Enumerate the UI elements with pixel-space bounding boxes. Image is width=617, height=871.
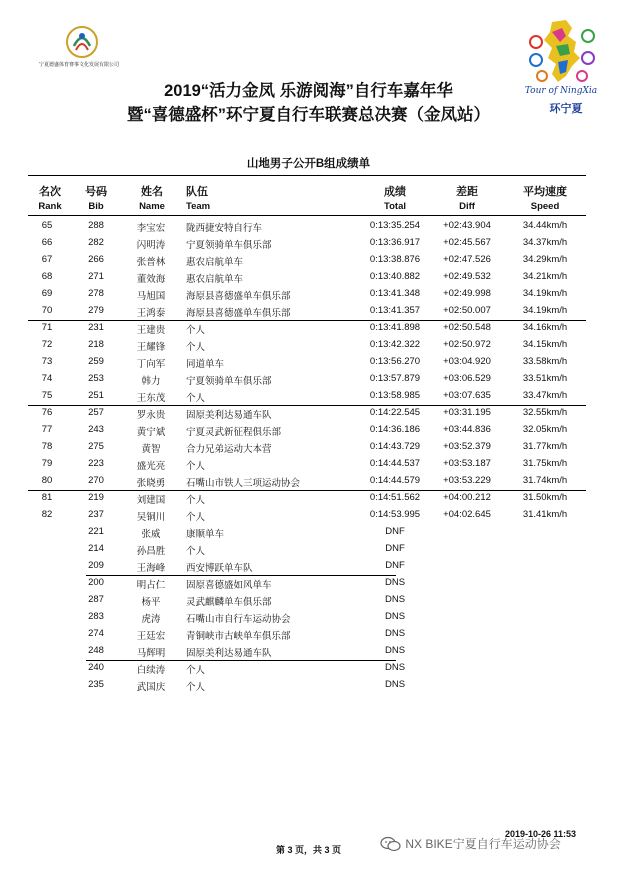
cell-rank: 71 bbox=[41, 322, 53, 333]
table-row bbox=[0, 373, 617, 390]
cell-team: 同道单车 bbox=[186, 359, 225, 370]
cell-team: 宁夏领骑单车俱乐部 bbox=[186, 376, 272, 387]
wechat-icon bbox=[380, 836, 402, 852]
cell-name: 王耀锋 bbox=[136, 342, 166, 353]
cell-name: 白续涛 bbox=[136, 665, 166, 676]
header-total-cn: 成绩 bbox=[384, 186, 406, 198]
cell-name: 罗永贵 bbox=[136, 410, 166, 421]
cell-diff: +03:04.920 bbox=[443, 356, 491, 367]
cell-speed: 34.21km/h bbox=[522, 271, 568, 282]
cell-name: 王廷宏 bbox=[136, 631, 166, 642]
cell-total: 0:13:41.357 bbox=[369, 305, 421, 316]
cell-speed: 31.50km/h bbox=[522, 492, 568, 503]
cell-rank: 77 bbox=[41, 424, 53, 435]
cell-name: 王建贵 bbox=[136, 325, 166, 336]
table-row bbox=[0, 220, 617, 237]
cell-diff: +02:47.526 bbox=[443, 254, 491, 265]
cell-bib: 271 bbox=[88, 271, 104, 282]
divider-header bbox=[28, 215, 586, 216]
cell-speed: 34.16km/h bbox=[522, 322, 568, 333]
cell-team: 灵武麒麟单车俱乐部 bbox=[186, 597, 272, 608]
cell-bib: 287 bbox=[88, 594, 104, 605]
table-row bbox=[0, 339, 617, 356]
cell-name: 马旭国 bbox=[136, 291, 166, 302]
table-row bbox=[0, 322, 617, 339]
cell-rank: 82 bbox=[41, 509, 53, 520]
cell-diff: +02:45.567 bbox=[443, 237, 491, 248]
cell-diff: +04:00.212 bbox=[443, 492, 491, 503]
cell-speed: 31.74km/h bbox=[522, 475, 568, 486]
cell-team: 个人 bbox=[186, 546, 206, 557]
cell-team: 康顺单车 bbox=[186, 529, 225, 540]
cell-bib: 223 bbox=[88, 458, 104, 469]
cell-name: 王鸿泰 bbox=[136, 308, 166, 319]
cell-name: 吴铜川 bbox=[136, 512, 166, 523]
cell-bib: 248 bbox=[88, 645, 104, 656]
cell-diff: +02:50.972 bbox=[443, 339, 491, 350]
cell-team: 宁夏灵武新征程俱乐部 bbox=[186, 427, 282, 438]
cell-bib: 279 bbox=[88, 305, 104, 316]
cell-bib: 266 bbox=[88, 254, 104, 265]
table-row bbox=[0, 594, 617, 611]
cell-name: 闪明涛 bbox=[136, 240, 166, 251]
cell-speed: 33.47km/h bbox=[522, 390, 568, 401]
cell-team: 海原县喜德盛单车俱乐部 bbox=[186, 308, 291, 319]
cell-name: 孙昌胜 bbox=[136, 546, 166, 557]
cell-team: 固原美利达易通车队 bbox=[186, 410, 272, 421]
table-row bbox=[0, 237, 617, 254]
print-timestamp: 2019-10-26 11:53 bbox=[505, 829, 577, 839]
cell-diff: +04:02.645 bbox=[443, 509, 491, 520]
cell-speed: 32.55km/h bbox=[522, 407, 568, 418]
table-row bbox=[0, 492, 617, 509]
cell-team: 惠农启航单车 bbox=[186, 257, 244, 268]
cell-bib: 278 bbox=[88, 288, 104, 299]
cell-diff: +03:31.195 bbox=[443, 407, 491, 418]
cell-total: 0:13:56.270 bbox=[369, 356, 421, 367]
cell-total: 0:13:40.882 bbox=[369, 271, 421, 282]
page-number: 第 3 页，共 3 页 bbox=[275, 845, 341, 855]
divider-top bbox=[28, 175, 586, 176]
cell-team: 个人 bbox=[186, 682, 206, 693]
table-row bbox=[0, 475, 617, 492]
header-rank-cn: 名次 bbox=[39, 186, 61, 198]
cell-bib: 231 bbox=[88, 322, 104, 333]
cell-team: 海原县喜德盛单车俱乐部 bbox=[186, 291, 291, 302]
table-row bbox=[0, 441, 617, 458]
cell-speed: 31.75km/h bbox=[522, 458, 568, 469]
cell-team: 个人 bbox=[186, 512, 206, 523]
tour-logo-text: Tour of NingXia bbox=[524, 86, 598, 96]
cell-total: 0:14:44.579 bbox=[369, 475, 421, 486]
cell-team: 个人 bbox=[186, 393, 206, 404]
table-row bbox=[0, 628, 617, 645]
cell-bib: 270 bbox=[88, 475, 104, 486]
table-row bbox=[0, 560, 617, 577]
table-row bbox=[0, 407, 617, 424]
cell-name: 王海峰 bbox=[136, 563, 166, 574]
cell-team: 石嘴山市铁人三项运动协会 bbox=[186, 478, 301, 489]
cell-bib: 235 bbox=[88, 679, 104, 690]
cell-name: 王东茂 bbox=[136, 393, 166, 404]
cell-total: 0:13:41.898 bbox=[369, 322, 421, 333]
cell-team: 固原美利达易通车队 bbox=[186, 648, 272, 659]
cell-speed: 34.44km/h bbox=[522, 220, 568, 231]
cell-total: 0:14:43.729 bbox=[369, 441, 421, 452]
cell-bib: 253 bbox=[88, 373, 104, 384]
cell-speed: 34.19km/h bbox=[522, 305, 568, 316]
header-name-cn: 姓名 bbox=[141, 186, 163, 198]
cell-name: 丁向军 bbox=[136, 359, 166, 370]
cell-diff: +03:44.836 bbox=[443, 424, 491, 435]
cell-bib: 282 bbox=[88, 237, 104, 248]
watermark bbox=[380, 835, 610, 853]
cell-speed: 31.41km/h bbox=[522, 509, 568, 520]
cell-team: 个人 bbox=[186, 461, 206, 472]
cell-diff: +02:49.998 bbox=[443, 288, 491, 299]
cell-team: 惠农启航单车 bbox=[186, 274, 244, 285]
cell-name: 盛光亮 bbox=[136, 461, 166, 472]
tour-logo-cn: 环宁夏 bbox=[549, 103, 583, 115]
cell-team: 个人 bbox=[186, 665, 206, 676]
cell-bib: 214 bbox=[88, 543, 104, 554]
table-row bbox=[0, 254, 617, 271]
cell-total: 0:13:42.322 bbox=[369, 339, 421, 350]
cell-bib: 259 bbox=[88, 356, 104, 367]
cell-total: DNS bbox=[384, 611, 406, 622]
organizer-name: 宁夏德盛体育赛事文化发展有限公司 bbox=[38, 62, 119, 68]
header-speed-cn: 平均速度 bbox=[523, 186, 567, 198]
table-row bbox=[0, 526, 617, 543]
cell-total: 0:13:36.917 bbox=[369, 237, 421, 248]
cell-team: 个人 bbox=[186, 342, 206, 353]
table-row bbox=[0, 679, 617, 696]
cell-name: 虎涛 bbox=[141, 614, 161, 625]
cell-diff: +03:52.379 bbox=[443, 441, 491, 452]
header-speed-en: Speed bbox=[530, 201, 560, 212]
header-bib-en: Bib bbox=[88, 201, 104, 212]
header-diff-cn: 差距 bbox=[456, 186, 478, 198]
cell-rank: 67 bbox=[41, 254, 53, 265]
table-row bbox=[0, 458, 617, 475]
cell-diff: +03:53.229 bbox=[443, 475, 491, 486]
cell-bib: 283 bbox=[88, 611, 104, 622]
cell-name: 张晓勇 bbox=[136, 478, 166, 489]
cell-bib: 221 bbox=[88, 526, 104, 537]
cell-diff: +02:50.548 bbox=[443, 322, 491, 333]
watermark-text: NX BIKE宁夏自行车运动协会 bbox=[405, 837, 561, 851]
cell-bib: 219 bbox=[88, 492, 104, 503]
cell-total: DNF bbox=[385, 526, 405, 537]
cell-rank: 79 bbox=[41, 458, 53, 469]
cell-rank: 78 bbox=[41, 441, 53, 452]
cell-speed: 31.77km/h bbox=[522, 441, 568, 452]
cell-total: DNS bbox=[384, 679, 406, 690]
cell-name: 董效海 bbox=[136, 274, 166, 285]
table-row bbox=[0, 543, 617, 560]
table-row bbox=[0, 271, 617, 288]
header-name-en: Name bbox=[139, 201, 165, 212]
cell-total: DNS bbox=[384, 662, 406, 673]
cell-name: 武国庆 bbox=[136, 682, 166, 693]
cell-rank: 70 bbox=[41, 305, 53, 316]
organizer-logo bbox=[34, 24, 124, 74]
cell-name: 张威 bbox=[141, 529, 161, 540]
cell-total: DNS bbox=[384, 628, 406, 639]
cell-total: DNS bbox=[384, 645, 406, 656]
header-bib-cn: 号码 bbox=[85, 186, 107, 198]
table-row bbox=[0, 662, 617, 679]
cell-speed: 34.29km/h bbox=[522, 254, 568, 265]
header-team-cn: 队伍 bbox=[186, 186, 208, 198]
event-title-line2: 暨“喜德盛杯”环宁夏自行车联赛总决赛（金凤站） bbox=[127, 106, 490, 124]
cell-bib: 240 bbox=[88, 662, 104, 673]
cell-name: 李宝宏 bbox=[136, 223, 166, 234]
cell-name: 张普林 bbox=[136, 257, 166, 268]
cell-bib: 275 bbox=[88, 441, 104, 452]
cell-rank: 74 bbox=[41, 373, 53, 384]
cell-bib: 251 bbox=[88, 390, 104, 401]
table-row bbox=[0, 611, 617, 628]
cell-bib: 209 bbox=[88, 560, 104, 571]
table-row bbox=[0, 288, 617, 305]
cell-total: DNF bbox=[385, 560, 405, 571]
cell-team: 宁夏领骑单车俱乐部 bbox=[186, 240, 272, 251]
table-row bbox=[0, 577, 617, 594]
cell-rank: 72 bbox=[41, 339, 53, 350]
header-rank-en: Rank bbox=[38, 201, 62, 212]
cell-total: DNF bbox=[385, 543, 405, 554]
table-row bbox=[0, 509, 617, 526]
cell-total: 0:14:36.186 bbox=[369, 424, 421, 435]
cell-rank: 69 bbox=[41, 288, 53, 299]
cell-bib: 218 bbox=[88, 339, 104, 350]
header-total-en: Total bbox=[384, 201, 406, 212]
cell-rank: 68 bbox=[41, 271, 53, 282]
header-diff-en: Diff bbox=[459, 201, 475, 212]
cell-team: 个人 bbox=[186, 495, 206, 506]
cell-rank: 76 bbox=[41, 407, 53, 418]
cell-total: 0:13:57.879 bbox=[369, 373, 421, 384]
cell-diff: +02:43.904 bbox=[443, 220, 491, 231]
cell-speed: 34.37km/h bbox=[522, 237, 568, 248]
cell-rank: 75 bbox=[41, 390, 53, 401]
cell-total: DNS bbox=[384, 594, 406, 605]
cell-diff: +02:50.007 bbox=[443, 305, 491, 316]
cell-speed: 34.19km/h bbox=[522, 288, 568, 299]
cell-total: 0:13:35.254 bbox=[369, 220, 421, 231]
cell-rank: 73 bbox=[41, 356, 53, 367]
cell-rank: 81 bbox=[41, 492, 53, 503]
cell-team: 青铜峡市古峡单车俱乐部 bbox=[186, 631, 291, 642]
cell-name: 马辉明 bbox=[136, 648, 166, 659]
cell-bib: 237 bbox=[88, 509, 104, 520]
organizer-emblem-icon bbox=[64, 24, 100, 60]
cell-diff: +03:53.187 bbox=[443, 458, 491, 469]
event-title-line1: 2019“活力金凤 乐游阅海”自行车嘉年华 bbox=[164, 82, 453, 100]
cell-team: 合力兄弟运动大本营 bbox=[186, 444, 272, 455]
cell-speed: 33.58km/h bbox=[522, 356, 568, 367]
cell-rank: 80 bbox=[41, 475, 53, 486]
cell-bib: 274 bbox=[88, 628, 104, 639]
cell-speed: 32.05km/h bbox=[522, 424, 568, 435]
table-row bbox=[0, 424, 617, 441]
header-team-en: Team bbox=[186, 201, 211, 212]
results-subtitle: 山地男子公开B组成绩单 bbox=[246, 158, 371, 170]
cell-diff: +03:06.529 bbox=[443, 373, 491, 384]
table-row bbox=[0, 645, 617, 662]
cell-total: DNS bbox=[384, 577, 406, 588]
cell-diff: +03:07.635 bbox=[443, 390, 491, 401]
table-row bbox=[0, 356, 617, 373]
cell-total: 0:14:22.545 bbox=[369, 407, 421, 418]
cell-total: 0:14:44.537 bbox=[369, 458, 421, 469]
cell-name: 刘建国 bbox=[136, 495, 166, 506]
cell-total: 0:13:38.876 bbox=[369, 254, 421, 265]
cell-team: 陇西捷安特自行车 bbox=[186, 223, 263, 234]
cell-speed: 34.15km/h bbox=[522, 339, 568, 350]
cell-bib: 200 bbox=[88, 577, 104, 588]
cell-name: 杨平 bbox=[141, 597, 161, 608]
cell-name: 黄宁斌 bbox=[136, 427, 166, 438]
cell-name: 黄智 bbox=[141, 444, 161, 455]
cell-name: 韩力 bbox=[141, 376, 161, 387]
table-row bbox=[0, 305, 617, 322]
cell-team: 固原喜德盛如风单车 bbox=[186, 580, 272, 591]
cell-bib: 288 bbox=[88, 220, 104, 231]
cell-rank: 66 bbox=[41, 237, 53, 248]
cell-total: 0:13:41.348 bbox=[369, 288, 421, 299]
cell-team: 石嘴山市自行车运动协会 bbox=[186, 614, 291, 625]
cell-team: 个人 bbox=[186, 325, 206, 336]
ningxia-map-icon bbox=[522, 18, 600, 86]
cell-diff: +02:49.532 bbox=[443, 271, 491, 282]
cell-team: 西安博跃单车队 bbox=[186, 563, 253, 574]
cell-bib: 257 bbox=[88, 407, 104, 418]
cell-total: 0:13:58.985 bbox=[369, 390, 421, 401]
cell-speed: 33.51km/h bbox=[522, 373, 568, 384]
cell-name: 明占仁 bbox=[136, 580, 166, 591]
cell-total: 0:14:51.562 bbox=[369, 492, 421, 503]
cell-total: 0:14:53.995 bbox=[369, 509, 421, 520]
cell-bib: 243 bbox=[88, 424, 104, 435]
table-row bbox=[0, 390, 617, 407]
cell-rank: 65 bbox=[41, 220, 53, 231]
